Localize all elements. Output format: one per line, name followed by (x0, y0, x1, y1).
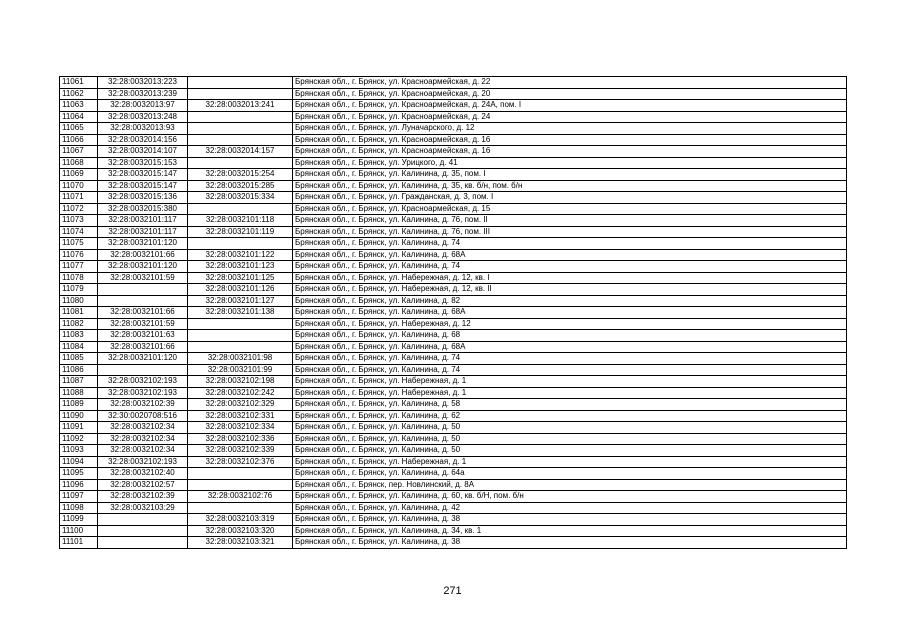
related-cadastral-number-cell: 32:28:0032102:242 (188, 387, 293, 399)
cadastral-number-cell: 32:30:0020708:516 (98, 410, 188, 422)
address-cell: Брянская обл., г. Брянск, ул. Калинина, д. 60, кв. б/Н, пом. б/н (293, 491, 847, 503)
row-number-cell: 11087 (60, 376, 98, 388)
address-cell: Брянская обл., г. Брянск, ул. Калинина, д. 74 (293, 364, 847, 376)
table-row (60, 169, 847, 181)
address-cell: Брянская обл., г. Брянск, ул. Калинина, д. 68А (293, 341, 847, 353)
cadastral-number-cell: 32:28:0032101:59 (98, 318, 188, 330)
row-number-cell: 11063 (60, 100, 98, 112)
cadastral-number-cell: 32:28:0032101:63 (98, 330, 188, 342)
table-row (60, 215, 847, 227)
cadastral-number-cell: 32:28:0032102:57 (98, 479, 188, 491)
address-cell: Брянская обл., г. Брянск, ул. Калинина, д. 38 (293, 537, 847, 549)
cadastral-number-cell: 32:28:0032102:193 (98, 376, 188, 388)
table-row (60, 376, 847, 388)
table-row (60, 88, 847, 100)
table-row (60, 537, 847, 549)
table-row (60, 433, 847, 445)
address-cell: Брянская обл., г. Брянск, ул. Набережная, д. 12, кв. I (293, 272, 847, 284)
related-cadastral-number-cell: 32:28:0032102:336 (188, 433, 293, 445)
related-cadastral-number-cell (188, 157, 293, 169)
row-number-cell: 11101 (60, 537, 98, 549)
cadastral-number-cell: 32:28:0032102:193 (98, 387, 188, 399)
table-row (60, 456, 847, 468)
row-number-cell: 11067 (60, 146, 98, 158)
cadastral-number-cell (98, 364, 188, 376)
row-number-cell: 11062 (60, 88, 98, 100)
address-cell: Брянская обл., г. Брянск, ул. Красноармейская, д. 15 (293, 203, 847, 215)
registry-table-body (60, 77, 847, 549)
cadastral-number-cell: 32:28:0032102:39 (98, 399, 188, 411)
row-number-cell: 11092 (60, 433, 98, 445)
table-row (60, 203, 847, 215)
cadastral-number-cell: 32:28:0032102:39 (98, 491, 188, 503)
related-cadastral-number-cell (188, 468, 293, 480)
address-cell: Брянская обл., г. Брянск, ул. Калинина, д. 50 (293, 433, 847, 445)
row-number-cell: 11083 (60, 330, 98, 342)
cadastral-number-cell: 32:28:0032101:120 (98, 353, 188, 365)
address-cell: Брянская обл., г. Брянск, ул. Калинина, д. 58 (293, 399, 847, 411)
row-number-cell: 11076 (60, 249, 98, 261)
cadastral-number-cell: 32:28:0032101:120 (98, 238, 188, 250)
table-row (60, 192, 847, 204)
related-cadastral-number-cell: 32:28:0032101:122 (188, 249, 293, 261)
related-cadastral-number-cell (188, 203, 293, 215)
row-number-cell: 11093 (60, 445, 98, 457)
address-cell: Брянская обл., г. Брянск, ул. Красноармейская, д. 22 (293, 77, 847, 89)
cadastral-number-cell (98, 284, 188, 296)
page-number: 271 (443, 585, 462, 597)
row-number-cell: 11070 (60, 180, 98, 192)
cadastral-number-cell: 32:28:0032101:59 (98, 272, 188, 284)
related-cadastral-number-cell: 32:28:0032102:339 (188, 445, 293, 457)
table-row (60, 514, 847, 526)
cadastral-number-cell: 32:28:0032102:40 (98, 468, 188, 480)
table-row (60, 249, 847, 261)
cadastral-number-cell: 32:28:0032102:193 (98, 456, 188, 468)
cadastral-number-cell (98, 525, 188, 537)
row-number-cell: 11090 (60, 410, 98, 422)
row-number-cell: 11073 (60, 215, 98, 227)
table-row (60, 295, 847, 307)
related-cadastral-number-cell: 32:28:0032102:334 (188, 422, 293, 434)
table-row (60, 399, 847, 411)
table-row (60, 100, 847, 112)
related-cadastral-number-cell: 32:28:0032013:241 (188, 100, 293, 112)
row-number-cell: 11074 (60, 226, 98, 238)
related-cadastral-number-cell: 32:28:0032101:99 (188, 364, 293, 376)
table-row (60, 341, 847, 353)
cadastral-number-cell: 32:28:0032013:239 (98, 88, 188, 100)
address-cell: Брянская обл., г. Брянск, ул. Калинина, д. 68 (293, 330, 847, 342)
table-row (60, 123, 847, 135)
cadastral-number-cell: 32:28:0032101:66 (98, 249, 188, 261)
related-cadastral-number-cell (188, 502, 293, 514)
address-cell: Брянская обл., г. Брянск, ул. Калинина, д. 68А (293, 307, 847, 319)
address-cell: Брянская обл., г. Брянск, ул. Калинина, д. 68А (293, 249, 847, 261)
related-cadastral-number-cell: 32:28:0032103:320 (188, 525, 293, 537)
cadastral-number-cell: 32:28:0032101:117 (98, 215, 188, 227)
address-cell: Брянская обл., г. Брянск, ул. Набережная, д. 1 (293, 376, 847, 388)
row-number-cell: 11077 (60, 261, 98, 273)
related-cadastral-number-cell: 32:28:0032101:126 (188, 284, 293, 296)
address-cell: Брянская обл., г. Брянск, ул. Набережная, д. 1 (293, 387, 847, 399)
address-cell: Брянская обл., г. Брянск, ул. Красноармейская, д. 20 (293, 88, 847, 100)
related-cadastral-number-cell (188, 479, 293, 491)
table-row (60, 134, 847, 146)
related-cadastral-number-cell: 32:28:0032101:127 (188, 295, 293, 307)
address-cell: Брянская обл., г. Брянск, ул. Калинина, д. 42 (293, 502, 847, 514)
row-number-cell: 11071 (60, 192, 98, 204)
address-cell: Брянская обл., г. Брянск, ул. Набережная, д. 1 (293, 456, 847, 468)
row-number-cell: 11069 (60, 169, 98, 181)
row-number-cell: 11085 (60, 353, 98, 365)
address-cell: Брянская обл., г. Брянск, ул. Калинина, д. 35, кв. б/н, пом. б/н (293, 180, 847, 192)
related-cadastral-number-cell: 32:28:0032101:123 (188, 261, 293, 273)
cadastral-number-cell: 32:28:0032103:29 (98, 502, 188, 514)
related-cadastral-number-cell: 32:28:0032015:285 (188, 180, 293, 192)
table-row (60, 445, 847, 457)
row-number-cell: 11081 (60, 307, 98, 319)
related-cadastral-number-cell: 32:28:0032102:331 (188, 410, 293, 422)
cadastral-number-cell: 32:28:0032013:223 (98, 77, 188, 89)
address-cell: Брянская обл., г. Брянск, ул. Калинина, д. 50 (293, 445, 847, 457)
row-number-cell: 11080 (60, 295, 98, 307)
row-number-cell: 11086 (60, 364, 98, 376)
cadastral-number-cell: 32:28:0032015:147 (98, 169, 188, 181)
cadastral-number-cell: 32:28:0032013:93 (98, 123, 188, 135)
cadastral-number-cell: 32:28:0032101:66 (98, 341, 188, 353)
related-cadastral-number-cell: 32:28:0032015:254 (188, 169, 293, 181)
cadastral-number-cell (98, 537, 188, 549)
table-row (60, 387, 847, 399)
cadastral-number-cell (98, 514, 188, 526)
table-row (60, 353, 847, 365)
related-cadastral-number-cell: 32:28:0032102:76 (188, 491, 293, 503)
row-number-cell: 11100 (60, 525, 98, 537)
row-number-cell: 11094 (60, 456, 98, 468)
cadastral-number-cell: 32:28:0032015:153 (98, 157, 188, 169)
address-cell: Брянская обл., г. Брянск, ул. Красноармейская, д. 16 (293, 146, 847, 158)
related-cadastral-number-cell (188, 123, 293, 135)
row-number-cell: 11065 (60, 123, 98, 135)
table-row (60, 238, 847, 250)
address-cell: Брянская обл., г. Брянск, ул. Калинина, д. 74 (293, 261, 847, 273)
related-cadastral-number-cell: 32:28:0032101:118 (188, 215, 293, 227)
table-row (60, 77, 847, 89)
table-row (60, 410, 847, 422)
related-cadastral-number-cell (188, 88, 293, 100)
cadastral-number-cell: 32:28:0032102:34 (98, 433, 188, 445)
cadastral-number-cell: 32:28:0032102:34 (98, 422, 188, 434)
address-cell: Брянская обл., г. Брянск, ул. Красноармейская, д. 24А, пом. I (293, 100, 847, 112)
cadastral-number-cell: 32:28:0032015:380 (98, 203, 188, 215)
related-cadastral-number-cell (188, 238, 293, 250)
row-number-cell: 11097 (60, 491, 98, 503)
address-cell: Брянская обл., г. Брянск, ул. Красноармейская, д. 24 (293, 111, 847, 123)
address-cell: Брянская обл., г. Брянск, ул. Красноармейская, д. 16 (293, 134, 847, 146)
row-number-cell: 11099 (60, 514, 98, 526)
address-cell: Брянская обл., г. Брянск, ул. Калинина, д. 74 (293, 353, 847, 365)
address-cell: Брянская обл., г. Брянск, ул. Калинина, д. 35, пом. I (293, 169, 847, 181)
related-cadastral-number-cell: 32:28:0032102:198 (188, 376, 293, 388)
table-row (60, 318, 847, 330)
address-cell: Брянская обл., г. Брянск, ул. Калинина, д. 82 (293, 295, 847, 307)
address-cell: Брянская обл., г. Брянск, ул. Луначарского, д. 12 (293, 123, 847, 135)
table-row (60, 422, 847, 434)
cadastral-number-cell: 32:28:0032015:136 (98, 192, 188, 204)
related-cadastral-number-cell: 32:28:0032101:125 (188, 272, 293, 284)
related-cadastral-number-cell: 32:28:0032103:321 (188, 537, 293, 549)
address-cell: Брянская обл., г. Брянск, пер. Новлинский, д. 8А (293, 479, 847, 491)
row-number-cell: 11091 (60, 422, 98, 434)
table-row (60, 491, 847, 503)
row-number-cell: 11078 (60, 272, 98, 284)
related-cadastral-number-cell: 32:28:0032015:334 (188, 192, 293, 204)
table-row (60, 146, 847, 158)
address-cell: Брянская обл., г. Брянск, ул. Калинина, д. 76, пом. II (293, 215, 847, 227)
row-number-cell: 11061 (60, 77, 98, 89)
table-row (60, 468, 847, 480)
related-cadastral-number-cell (188, 77, 293, 89)
address-cell: Брянская обл., г. Брянск, ул. Калинина, д. 38 (293, 514, 847, 526)
row-number-cell: 11098 (60, 502, 98, 514)
table-row (60, 111, 847, 123)
related-cadastral-number-cell: 32:28:0032101:119 (188, 226, 293, 238)
related-cadastral-number-cell (188, 134, 293, 146)
cadastral-number-cell: 32:28:0032014:107 (98, 146, 188, 158)
table-row (60, 330, 847, 342)
table-row (60, 284, 847, 296)
table-row (60, 364, 847, 376)
related-cadastral-number-cell: 32:28:0032102:329 (188, 399, 293, 411)
related-cadastral-number-cell: 32:28:0032102:376 (188, 456, 293, 468)
address-cell: Брянская обл., г. Брянск, ул. Калинина, д. 76, пом. III (293, 226, 847, 238)
related-cadastral-number-cell (188, 318, 293, 330)
cadastral-number-cell: 32:28:0032102:34 (98, 445, 188, 457)
address-cell: Брянская обл., г. Брянск, ул. Урицкого, д. 41 (293, 157, 847, 169)
cadastral-number-cell: 32:28:0032101:117 (98, 226, 188, 238)
row-number-cell: 11064 (60, 111, 98, 123)
table-row (60, 479, 847, 491)
row-number-cell: 11072 (60, 203, 98, 215)
related-cadastral-number-cell (188, 341, 293, 353)
table-row (60, 307, 847, 319)
address-cell: Брянская обл., г. Брянск, ул. Калинина, д. 34, кв. 1 (293, 525, 847, 537)
row-number-cell: 11066 (60, 134, 98, 146)
cadastral-number-cell: 32:28:0032013:97 (98, 100, 188, 112)
row-number-cell: 11096 (60, 479, 98, 491)
row-number-cell: 11075 (60, 238, 98, 250)
table-row (60, 226, 847, 238)
cadastral-number-cell: 32:28:0032101:120 (98, 261, 188, 273)
address-cell: Брянская обл., г. Брянск, ул. Калинина, д. 50 (293, 422, 847, 434)
address-cell: Брянская обл., г. Брянск, ул. Гражданская, д. 3, пом. I (293, 192, 847, 204)
address-cell: Брянская обл., г. Брянск, ул. Калинина, д. 62 (293, 410, 847, 422)
cadastral-number-cell: 32:28:0032014:156 (98, 134, 188, 146)
cadastral-number-cell: 32:28:0032101:66 (98, 307, 188, 319)
registry-table (59, 76, 847, 549)
related-cadastral-number-cell (188, 330, 293, 342)
address-cell: Брянская обл., г. Брянск, ул. Калинина, д. 74 (293, 238, 847, 250)
address-cell: Брянская обл., г. Брянск, ул. Набережная, д. 12 (293, 318, 847, 330)
row-number-cell: 11089 (60, 399, 98, 411)
related-cadastral-number-cell: 32:28:0032103:319 (188, 514, 293, 526)
cadastral-number-cell (98, 295, 188, 307)
related-cadastral-number-cell: 32:28:0032101:138 (188, 307, 293, 319)
related-cadastral-number-cell (188, 111, 293, 123)
table-row (60, 261, 847, 273)
table-row (60, 157, 847, 169)
table-row (60, 502, 847, 514)
row-number-cell: 11068 (60, 157, 98, 169)
cadastral-number-cell: 32:28:0032013:248 (98, 111, 188, 123)
table-row (60, 525, 847, 537)
row-number-cell: 11088 (60, 387, 98, 399)
cadastral-number-cell: 32:28:0032015:147 (98, 180, 188, 192)
related-cadastral-number-cell: 32:28:0032101:98 (188, 353, 293, 365)
row-number-cell: 11082 (60, 318, 98, 330)
row-number-cell: 11084 (60, 341, 98, 353)
table-row (60, 272, 847, 284)
address-cell: Брянская обл., г. Брянск, ул. Набережная, д. 12, кв. II (293, 284, 847, 296)
row-number-cell: 11079 (60, 284, 98, 296)
table-row (60, 180, 847, 192)
address-cell: Брянская обл., г. Брянск, ул. Калинина, д. 64а (293, 468, 847, 480)
row-number-cell: 11095 (60, 468, 98, 480)
related-cadastral-number-cell: 32:28:0032014:157 (188, 146, 293, 158)
